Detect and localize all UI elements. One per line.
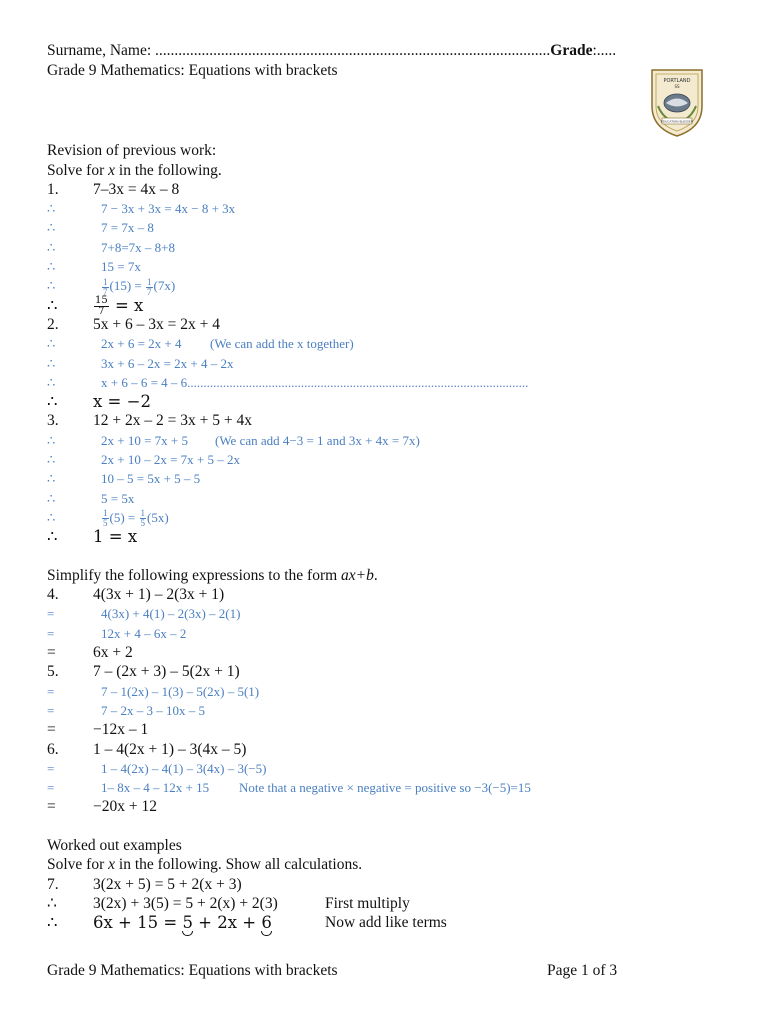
q3-step-1: ∴ 2x + 10 = 7x + 5 (We can add 4−3 = 1 and 3x + 4x = 7x) [47,432,420,448]
grade-dots: :..... [592,42,617,59]
q5-step-1: = 7 – 1(2x) – 1(3) – 5(2x) – 5(1) [47,683,260,699]
q3-step-3: ∴ 10 – 5 = 5x + 5 – 5 [47,471,201,487]
question-2: 2. 5x + 6 – 3x = 2x + 4 [47,315,220,333]
q1-answer: ∴ $\frac{15}{7}$ = x [47,294,144,317]
q6-step-2: = 1– 8x – 4 – 12x + 15 Note that a negative × negative = positive so −3(−5)=15 [47,780,531,796]
logo-top-text: PORTLAND [663,78,691,84]
q4-step-1: = 4(3x) + 4(1) – 2(3x) – 2(1) [47,606,241,622]
q4-step-2: = 12x + 4 – 6x – 2 [47,625,187,641]
page-number: Page 1 of 3 [547,962,618,979]
q2-step-2: ∴ 3x + 6 – 2x = 2x + 4 – 2x [47,355,234,371]
q1-step-1: ∴ 7 − 3x + 3x = 4x − 8 + 3x [47,201,236,217]
q5-step-2: = 7 – 2x – 3 – 10x – 5 [47,702,205,718]
q1-step-5: ∴ $\frac{1}{7}$ (15) = $\frac{1}{7}$ (7x) [47,276,176,297]
q2-step-3: ∴ x + 6 – 6 = 4 – 6......................................................................................................... [47,374,529,390]
logo-sub-text: SS [674,84,680,89]
q1-step-4: ∴ 15 = 7x [47,259,141,275]
q2-answer: ∴ x = −2 [47,392,151,412]
q7-step-1: ∴ 3(2x) + 3(5) = 5 + 2(x) + 2(3) First multiply [47,894,410,912]
question-1: 1. 7–3x = 4x – 8 [47,180,180,198]
q7-step-2: ∴ 6x + 15 = 5 + 2x + 6 Now add like terms [47,913,447,933]
document-title: Grade 9 Mathematics: Equations with brackets [47,62,338,79]
logo-motto: EDUCATION BLESSED [660,119,694,124]
name-line [47,42,737,62]
worked-heading: Worked out examples [47,836,182,854]
q1-step-2: ∴ 7 = 7x – 8 [47,220,154,236]
question-7: 7. 3(2x + 5) = 5 + 2(x + 3) [47,875,242,893]
page-footer [47,962,647,980]
simplify-heading: Simplify the following expressions to the form ax+b. [47,566,378,584]
q6-answer: = −20x + 12 [47,798,157,816]
q4-answer: = 6x + 2 [47,644,133,662]
q3-step-2: ∴ 2x + 10 – 2x = 7x + 5 – 2x [47,452,240,468]
q5-answer: = −12x – 1 [47,721,149,739]
document-header [47,42,737,82]
revision-heading: Revision of previous work: [47,142,217,160]
grade-label: Grade [550,42,593,59]
revision-instruction: Solve for x in the following. [47,161,222,179]
q3-step-4: ∴ 5 = 5x [47,490,135,506]
q3-step-5: ∴ $\frac{1}{5}$ (5) = $\frac{1}{5}$ (5x) [47,508,169,529]
q1-step-3: ∴ 7+8=7x – 8+8 [47,239,175,255]
question-3: 3. 12 + 2x – 2 = 3x + 5 + 4x [47,412,252,430]
q2-step-1: ∴ 2x + 6 = 2x + 4 (We can add the x together) [47,336,354,352]
question-6: 6. 1 – 4(2x + 1) – 3(4x – 5) [47,740,247,758]
worked-instruction: Solve for x in the following. Show all calculations. [47,856,363,874]
question-5: 5. 7 – (2x + 3) – 5(2x + 1) [47,663,240,681]
q6-step-1: = 1 – 4(2x) – 4(1) – 3(4x) – 3(−5) [47,760,267,776]
footer-title: Grade 9 Mathematics: Equations with brackets [47,962,338,979]
name-field-label: Surname, Name: ...................................................................................................... [47,42,551,59]
q3-answer: ∴ 1 = x [47,527,138,547]
question-4: 4. 4(3x + 1) – 2(3x + 1) [47,586,225,604]
